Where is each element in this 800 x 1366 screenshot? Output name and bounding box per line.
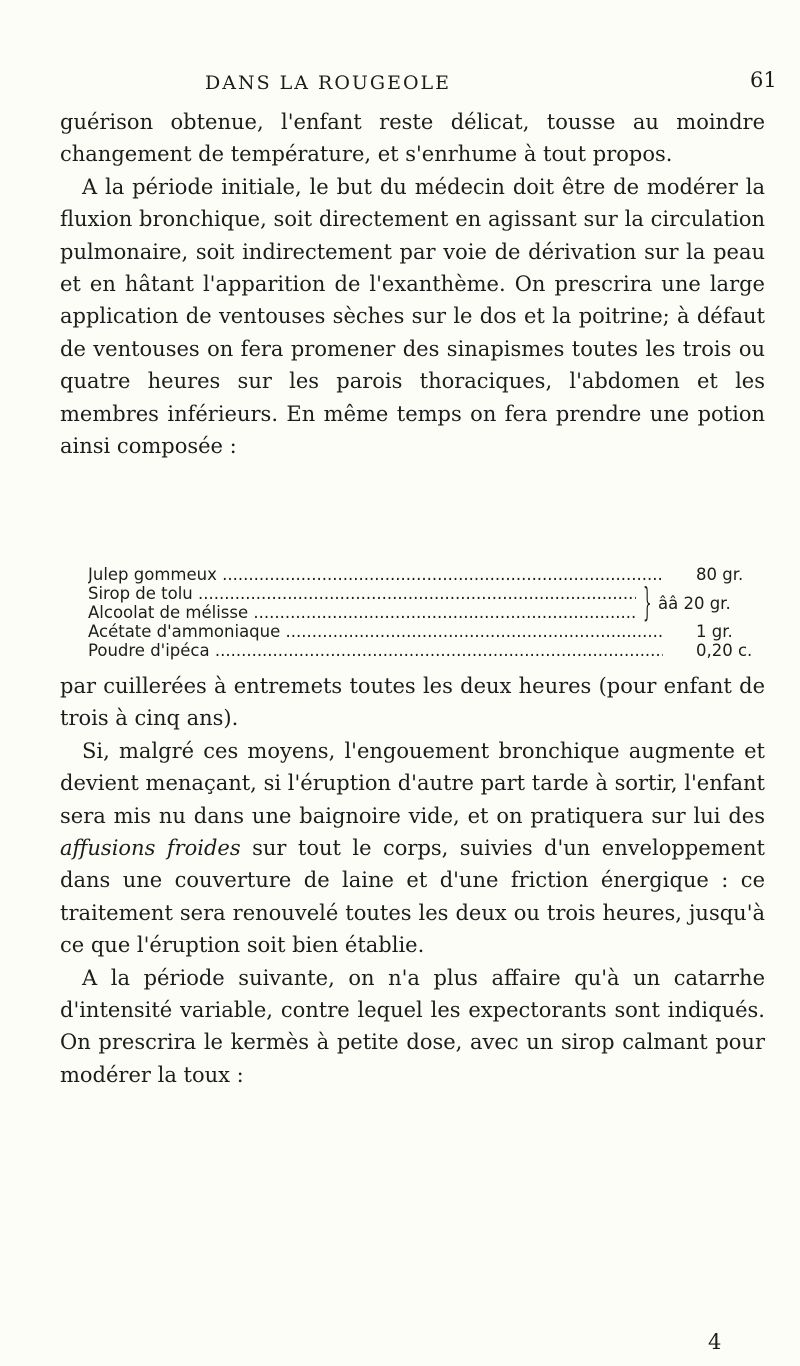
- ingredient-name: Acétate d'ammoniaque .....: [88, 622, 663, 641]
- prescription-line: [88, 565, 768, 584]
- text-run: sur tout le corps, suivies d'un enveloppement dans une couverture de laine et d'une friction énergique : ce traitement sera renouvelé toutes les deux ou trois heures, jusqu'à ce que l'éruption soit bien établie.: [60, 836, 765, 958]
- running-title: DANS LA ROUGEOLE: [205, 72, 452, 94]
- ingredient-name: Poudre d'ipéca .....: [88, 641, 663, 660]
- prescription-line: [88, 622, 768, 641]
- prescription-group: [88, 580, 768, 624]
- page-header: [0, 68, 800, 102]
- text-block-lower: [60, 670, 765, 1091]
- paragraph-initial-period: A la période initiale, le but du médecin doit être de modérer la fluxion bronchique, soit directement en agissant sur la circulation pulmonaire, soit indirectement par voie de dérivation sur la peau et en hâtant l'apparition de l'exanthème. On prescrira une large application de ventouses sèches sur le dos et la poitrine; à défaut de ventouses on fera promener des sinapismes toutes les trois ou quatre heures sur les parois thoraciques, l'abdomen et les membres inférieurs. En même temps on fera prendre une potion ainsi composée :: [60, 174, 765, 459]
- group-qty: ââ 20 gr.: [658, 594, 731, 613]
- paragraph-continuation: guérison obtenue, l'enfant reste délicat, tousse au moindre changement de température, et s'enrhume à tout propos.: [60, 110, 765, 167]
- prescription-formula: [88, 565, 768, 660]
- signature-mark: 4: [708, 1330, 722, 1354]
- page-number: 61: [750, 68, 777, 92]
- paragraph-following-period: A la période suivante, on n'a plus affaire qu'à un catarrhe d'intensité variable, contre lequel les expectorants sont indiqués. On prescrira le kermès à petite dose, avec un sirop calmant pour modérer la toux :: [60, 965, 765, 1087]
- prescription-line: [88, 641, 768, 660]
- text-run: Si, malgré ces moyens, l'engouement bronchique augmente et devient menaçant, si l'éruption d'autre part tarde à sortir, l'enfant sera mis nu dans une baignoire vide, et on pratiquera sur lui des: [60, 738, 765, 828]
- paragraph-dosage: par cuillerées à entremets toutes les deux heures (pour enfant de trois à cinq ans).: [60, 674, 765, 731]
- ingredient-name: Sirop de tolu .....: [88, 584, 636, 603]
- text-block-upper: [60, 106, 765, 462]
- paragraph-affusions: [60, 735, 765, 962]
- ingredient-qty: 0,20 c.: [696, 641, 753, 660]
- brace-mark: }: [643, 580, 652, 624]
- ingredient-name: Alcoolat de mélisse .....: [88, 603, 636, 622]
- ingredient-qty: 80 gr.: [696, 565, 744, 584]
- ingredient-qty: 1 gr.: [696, 622, 733, 641]
- italic-term: affusions froides: [60, 836, 241, 861]
- ingredient-name: Julep gommeux .....: [88, 565, 663, 584]
